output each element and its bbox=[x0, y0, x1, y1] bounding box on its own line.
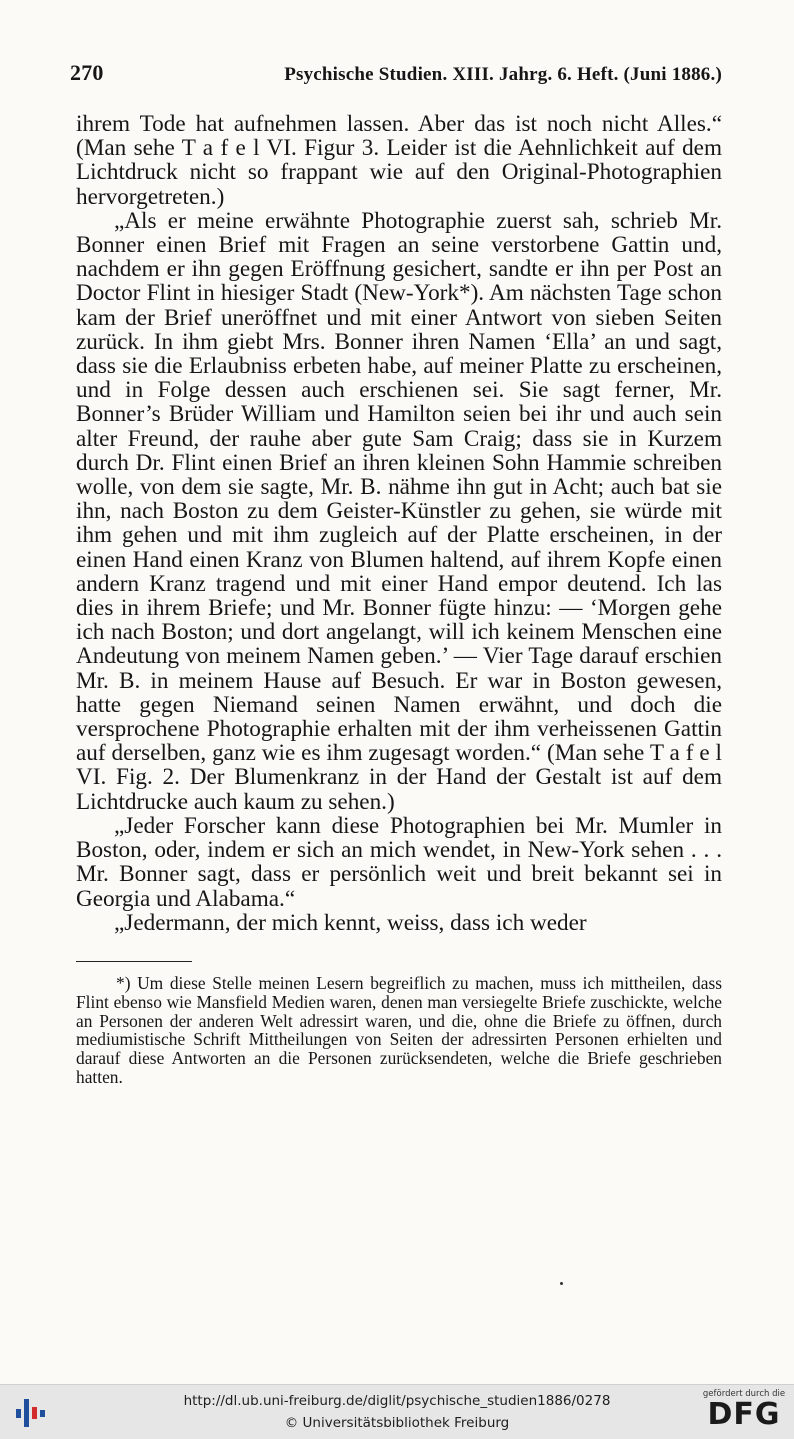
funding-note: gefördert durch die bbox=[702, 1389, 786, 1399]
viewer-footer-bar bbox=[0, 1384, 794, 1439]
page-number: 270 bbox=[70, 60, 104, 85]
dfg-logo[interactable] bbox=[702, 1389, 786, 1431]
paragraph: „Jedermann, der mich kennt, weiss, dass ich weder bbox=[114, 909, 587, 936]
dfg-wordmark: DFG bbox=[707, 1397, 781, 1432]
running-header bbox=[70, 60, 722, 86]
running-title: Psychische Studien. XIII. Jahrg. 6. Heft. (Juni 1886.) bbox=[284, 64, 722, 85]
paragraph: „Jeder Forscher kann diese Photographien bei Mr. Mumler in Boston, oder, indem er sich an mich wendet, in New-York sehen . . . Mr. Bonner sagt, dass er persönlich weit und breit bekannt sei in Georgia und Alabama.“ bbox=[76, 812, 722, 912]
book-page bbox=[70, 60, 722, 1087]
source-url-link[interactable]: http://dl.ub.uni-freiburg.de/diglit/psychische_studien1886/0278 bbox=[183, 1393, 611, 1409]
footnote: *) Um diese Stelle meinen Lesern begreiflich zu machen, muss ich mittheilen, dass Flint ebenso wie Mansfield Medien waren, denen man versiegelte Briefe zuschickte, welche an Personen der anderen Welt adressirt waren, und die, ohne die Briefe zu öffnen, durch mediumistische Schrift Mittheilungen von Seiten der adressirten Personen erhielten und darauf diese Antworten an die Personen zurücksendeten, welche die Briefe geschrieben hatten. bbox=[76, 972, 722, 1087]
paragraph: ihrem Tode hat aufnehmen lassen. Aber das ist noch nicht Alles.“ (Man sehe T a f e l VI. Figur 3. Leider ist die Aehnlichkeit auf dem Lichtdruck nicht so frappant wie auf den Original-Photographien hervorgetreten.) bbox=[76, 111, 722, 210]
paragraph: „Als er meine erwähnte Photographie zuerst sah, schrieb Mr. Bonner einen Brief mit Fragen an seine verstorbene Gattin und, nachdem er ihn gegen Eröffnung gesichert, sandte er ihn per Post an Doctor Flint in hiesiger Stadt (New-York*). Am nächsten Tage schon kam der Brief uneröffnet und mit einer Antwort von sieben Seiten zurück. In ihm giebt Mrs. Bonner ihren Namen ‘Ella’ an und sagt, dass sie die Erlaubniss erbeten habe, auf meiner Platte zu erscheinen, und in Folge dessen auch erschienen sei. Sie sagt ferner, Mr. Bonner’s Brüder William und Hamilton seien bei ihr und auch sein alter Freund, der rauhe aber gute Sam Craig; dass sie in Kurzem durch Dr. Flint einen Brief an ihren kleinen Sohn Hammie schreiben wolle, von dem sie sagte, Mr. B. nähme ihn gut in Acht; auch bat sie ihn, nach Boston zu dem Geister-Künstler zu gehen, sie würde mit ihm gehen und mit ihm zugleich auf der Platte erscheinen, in der einen Hand einen Kranz von Blumen haltend, auf ihrem Kopfe einen andern Kranz tragend und mit einer Hand empor deutend. Ich las dies in ihrem Briefe; und Mr. Bonner fügte hinzu: — ‘Morgen gehe ich nach Boston; und dort angelangt, will ich keinem Menschen eine Andeutung von meinem Namen geben.’ — Vier Tage darauf erschien Mr. B. in meinem Hause auf Besuch. Er war in Boston gewesen, hatte gegen Niemand seinen Namen erwähnt, und doch die versprochene Photographie erhalten mit der ihm verheissenen Gattin auf derselben, ganz wie es ihm zugesagt worden.“ (Man sehe T a f e l VI. Fig. 2. Der Blumenkranz in der Hand der Gestalt ist auf dem Lichtdrucke auch kaum zu sehen.) bbox=[76, 207, 722, 815]
scan-speck bbox=[560, 1282, 563, 1285]
main-text bbox=[76, 112, 722, 935]
footnote-divider bbox=[76, 961, 192, 962]
copyright-notice: © Universitätsbibliothek Freiburg bbox=[284, 1415, 510, 1431]
